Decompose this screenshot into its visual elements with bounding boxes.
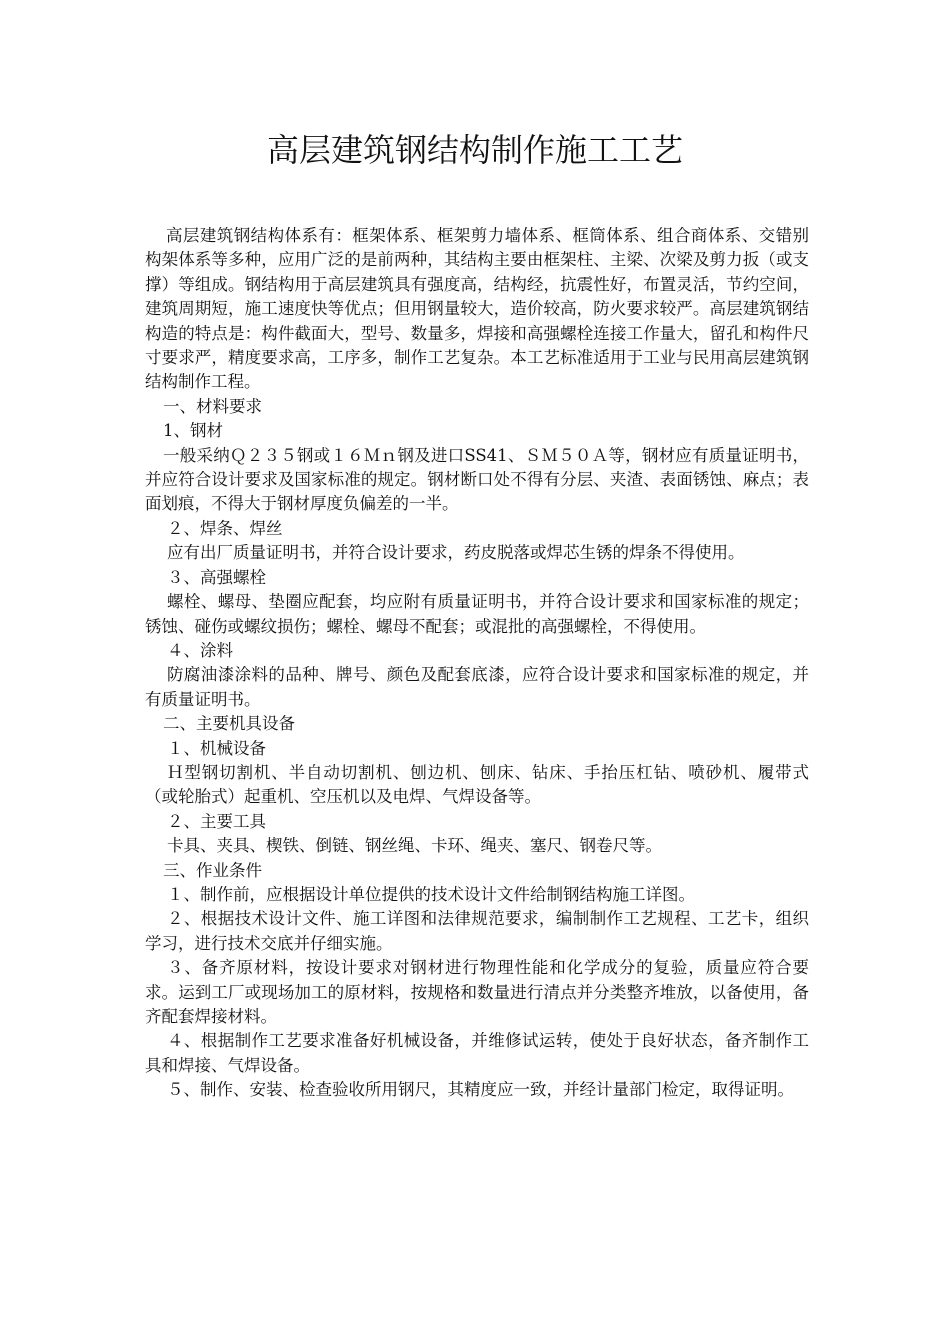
subheading-bolts: ３、高强螺栓 — [167, 567, 266, 587]
document-title: 高层建筑钢结构制作施工工艺 — [266, 131, 683, 169]
condition-item-1: １、制作前，应根据设计单位提供的技术设计文件给制钢结构施工详图。 — [167, 884, 695, 904]
paragraph-tools: 卡具、夹具、楔铁、倒链、钢丝绳、卡环、绳夹、塞尺、钢卷尺等。 — [167, 836, 662, 856]
subheading-machinery: １、机械设备 — [167, 738, 266, 758]
paragraph-bolts: 螺栓、螺母、垫圈应配套，均应附有质量证明书，并符合设计要求和国家标准的规定；锈蚀、碰伤或螺纹损伤；螺栓、螺母不配套；或混批的高强螺栓，不得使用。 — [145, 592, 809, 636]
section-heading-conditions: 三、作业条件 — [163, 860, 262, 880]
paragraph-electrodes: 应有出厂质量证明书，并符合设计要求，药皮脱落或焊芯生锈的焊条不得使用。 — [167, 543, 745, 563]
section-heading-materials: 一、材料要求 — [163, 396, 262, 416]
condition-item-5: ５、制作、安装、检查验收所用钢尺，其精度应一致，并经计量部门检定，取得证明。 — [167, 1080, 794, 1100]
document-body — [145, 224, 809, 1103]
intro-paragraph: 高层建筑钢结构体系有：框架体系、框架剪力墙体系、框筒体系、组合商体系、交错别构架体系等多种，应用广泛的是前两种，其结构主要由框架柱、主梁、次梁及剪力扳（或支撑）等组成。钢结构用于高层建筑具有强度高，结构经，抗震性好，布置灵活，节约空间，建筑周期短，施工速度快等优点；但用钢量较大，造价较高，防火要求较严。高层建筑钢结构造的特点是：构件截面大，型号、数量多，焊接和高强螺栓连接工作量大，留孔和构件尺寸要求严，精度要求高，工序多，制作工艺复杂。本工艺标准适用于工业与民用高层建筑钢结构制作工程。 — [145, 226, 809, 392]
paragraph-steel: 一般采纳Ｑ２３５钢或１６Ｍｎ钢及进口SS41、ＳＭ５０Ａ等，钢材应有质量证明书，并应符合设计要求及国家标准的规定。钢材断口处不得有分层、夹渣、表面锈蚀、麻点；表面划痕，不得大于钢材厚度负偏差的一半。 — [145, 445, 809, 514]
paragraph-machinery: Ｈ型钢切割机、半自动切割机、刨边机、刨床、钻床、手抬压杠钻、喷砂机、履带式（或轮胎式）起重机、空压机以及电焊、气焊设备等。 — [145, 762, 809, 807]
condition-item-2: ２、根据技术设计文件、施工详图和法律规范要求，编制制作工艺规程、工艺卡，组织学习，进行技术交底并仔细实施。 — [145, 909, 809, 953]
subheading-electrodes: ２、焊条、焊丝 — [167, 518, 283, 538]
subheading-steel: 1、钢材 — [163, 421, 223, 441]
paragraph-coatings: 防腐油漆涂料的品种、牌号、颜色及配套底漆，应符合设计要求和国家标准的规定，并有质量证明书。 — [145, 665, 809, 709]
section-heading-equipment: 二、主要机具设备 — [163, 714, 295, 734]
subheading-tools: ２、主要工具 — [167, 811, 266, 831]
subheading-coatings: ４、涂料 — [167, 640, 233, 660]
condition-item-3: ３、备齐原材料，按设计要求对钢材进行物理性能和化学成分的复验，质量应符合要求。运到工厂或现场加工的原材料，按规格和数量进行清点并分类整齐堆放，以备使用，备齐配套焊接材料。 — [145, 958, 809, 1026]
condition-item-4: ４、根据制作工艺要求准备好机械设备，并维修试运转，使处于良好状态，备齐制作工具和焊接、气焊设备。 — [145, 1031, 809, 1075]
